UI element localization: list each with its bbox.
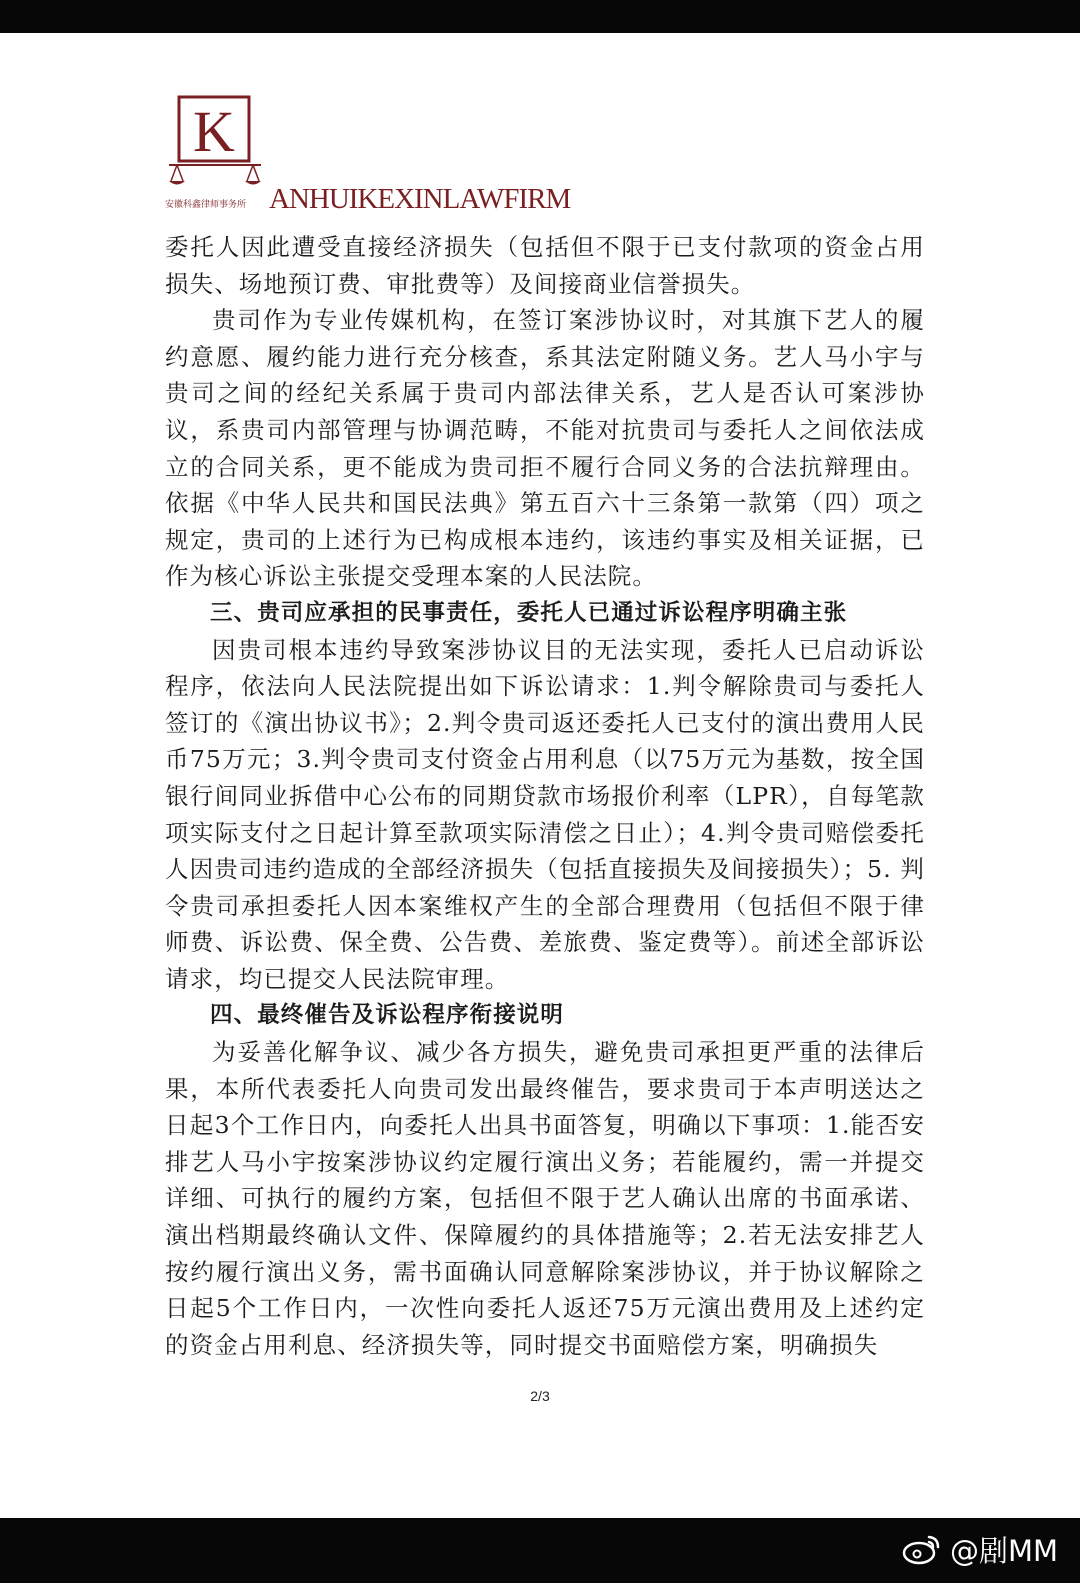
- body-paragraph: 贵司作为专业传媒机构，在签订案涉协议时，对其旗下艺人的履约意愿、履约能力进行充分核查，系其法定附随义务。艺人马小宇与贵司之间的经纪关系属于贵司内部法律关系，艺人是否认可案涉协议，系贵司内部管理与协调范畴，不能对抗贵司与委托人之间依法成立的合同关系，更不能成为贵司拒不履行合同义务的合法抗辩理由。依据《中华人民共和国民法典》第五百六十三条第一款第（四）项之规定，贵司的上述行为已构成根本违约，该违约事实及相关证据，已作为核心诉讼主张提交受理本案的人民法院。: [165, 306, 925, 591]
- logo-letter: K: [193, 99, 235, 164]
- firm-name: ANHUIKEXINLAWFIRM: [269, 183, 571, 215]
- body-paragraph: 委托人因此遭受直接经济损失（包括但不限于已支付款项的资金占用损失、场地预订费、审批费等）及间接商业信誉损失。: [165, 233, 925, 298]
- watermark-handle: @剧MM: [949, 1533, 1058, 1568]
- section-heading: 四、最终催告及诉讼程序衔接说明: [210, 1002, 565, 1029]
- body-paragraph: 为妥善化解争议、减少各方损失，避免贵司承担更严重的法律后果，本所代表委托人向贵司发出最终催告，要求贵司于本声明送达之日起3个工作日内，向委托人出具书面答复，明确以下事项：1.能否安排艺人马小宇按案涉协议约定履行演出义务；若能履约，需一并提交详细、可执行的履约方案，包括但不限于艺人确认出席的书面承诺、演出档期最终确认文件、保障履约的具体措施等；2.若无法安排艺人按约履行演出义务，需书面确认同意解除案涉协议，并于协议解除之日起5个工作日内，一次性向委托人返还75万元演出费用及上述约定的资金占用利息、经济损失等，同时提交书面赔偿方案，明确损失: [165, 1038, 925, 1359]
- weibo-icon: [902, 1532, 942, 1566]
- section-heading: 三、贵司应承担的民事责任，委托人已通过诉讼程序明确主张: [210, 599, 848, 626]
- top-black-bar: [0, 0, 1080, 33]
- letterhead: [165, 93, 925, 223]
- body-paragraph: 因贵司根本违约导致案涉协议目的无法实现，委托人已启动诉讼程序，依法向人民法院提出如下诉讼请求：1.判令解除贵司与委托人签订的《演出协议书》；2.判令贵司返还委托人已支付的演出费用人民币75万元；3.判令贵司支付资金占用利息（以75万元为基数，按全国银行间同业拆借中心公布的同期贷款市场报价利率（LPR），自每笔款项实际支付之日起计算至款项实际清偿之日止）；4.判令贵司赔偿委托人因贵司违约造成的全部经济损失（包括直接损失及间接损失）；5. 判令贵司承担委托人因本案维权产生的全部合理费用（包括但不限于律师费、诉讼费、保全费、公告费、差旅费、鉴定费等）。前述全部诉讼请求，均已提交人民法院审理。: [165, 635, 925, 993]
- law-firm-logo-icon: [165, 93, 265, 193]
- document-body: [165, 229, 925, 1363]
- logo-caption: 安徽科鑫律师事务所: [165, 200, 247, 210]
- document-page: [0, 33, 1080, 1518]
- page-number: 2/3: [530, 1388, 550, 1404]
- weibo-watermark: [902, 1527, 1058, 1571]
